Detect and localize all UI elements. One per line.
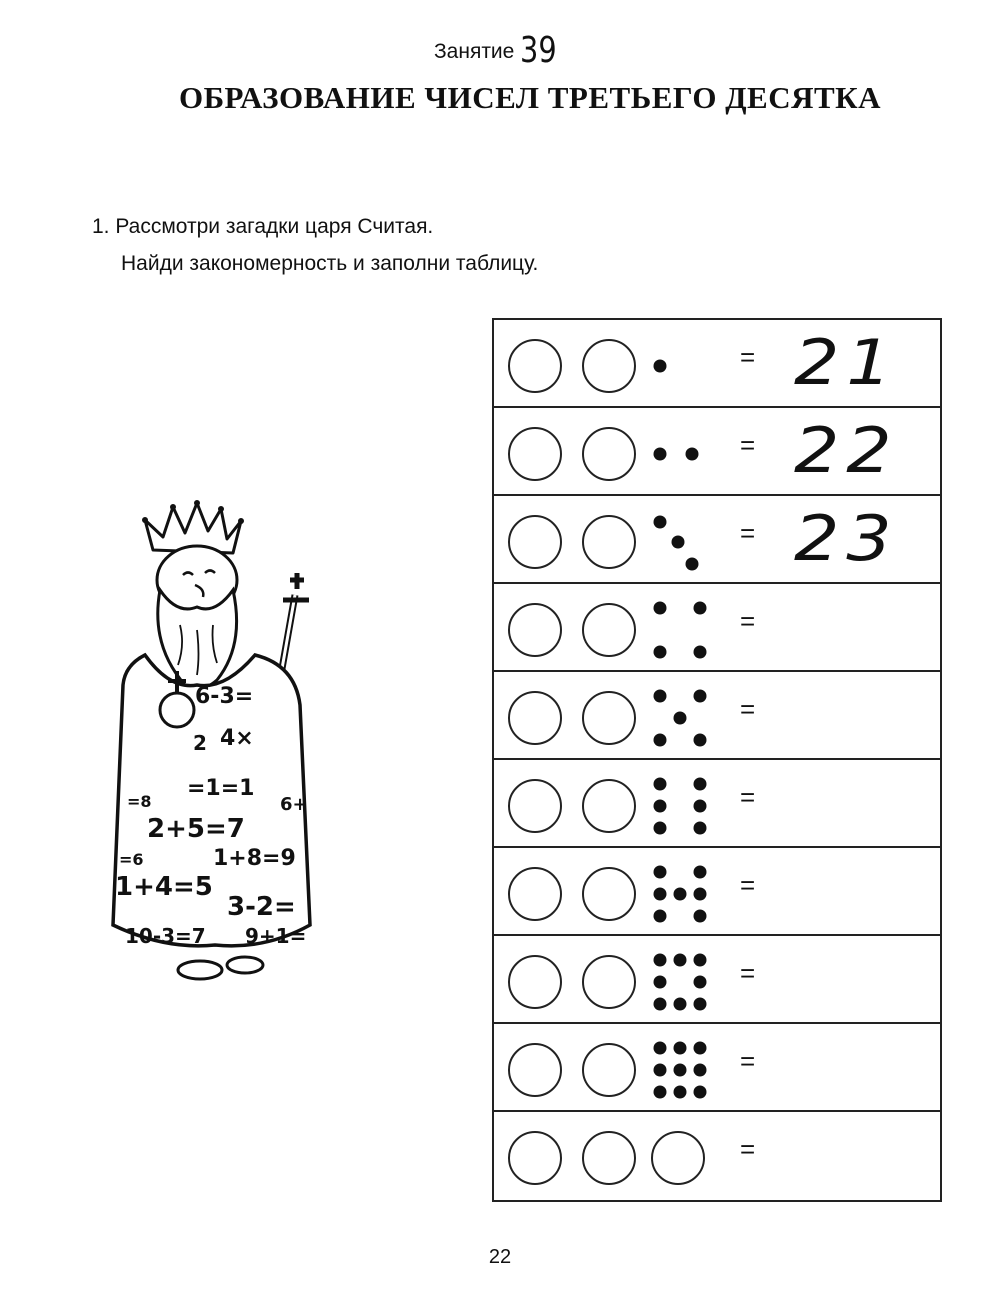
unit-dot bbox=[654, 976, 667, 989]
ten-circle bbox=[508, 867, 562, 921]
unit-dot bbox=[694, 1064, 707, 1077]
unit-dot bbox=[694, 976, 707, 989]
unit-dot bbox=[674, 1042, 687, 1055]
riddle-table bbox=[492, 318, 942, 1202]
table-row bbox=[494, 496, 940, 584]
unit-dot bbox=[654, 800, 667, 813]
robe-eq-13: 2 bbox=[193, 731, 207, 755]
equals-sign: = bbox=[740, 958, 756, 988]
task-line-2: Найди закономерность и заполни таблицу. bbox=[121, 252, 539, 275]
unit-dots bbox=[644, 862, 714, 924]
unit-dot bbox=[654, 888, 667, 901]
unit-dot bbox=[654, 360, 667, 373]
table-row bbox=[494, 320, 940, 408]
ten-circle bbox=[582, 779, 636, 833]
unit-dot bbox=[694, 1086, 707, 1099]
equals-sign: = bbox=[740, 1046, 756, 1076]
robe-eq-6: 1+4=5 bbox=[115, 872, 213, 902]
ten-circle bbox=[508, 515, 562, 569]
unit-dot bbox=[694, 910, 707, 923]
robe-eq-8: 10-3=7 bbox=[125, 924, 206, 948]
table-row bbox=[494, 760, 940, 848]
table-row bbox=[494, 672, 940, 760]
unit-dot bbox=[694, 888, 707, 901]
ten-circle bbox=[582, 1131, 636, 1185]
table-row bbox=[494, 584, 940, 672]
equals-sign: = bbox=[740, 782, 756, 812]
unit-dot bbox=[672, 536, 685, 549]
unit-dot bbox=[694, 822, 707, 835]
unit-dot bbox=[694, 602, 707, 615]
unit-dots bbox=[644, 774, 714, 836]
unit-dot bbox=[654, 954, 667, 967]
unit-dot bbox=[654, 1064, 667, 1077]
ten-circle bbox=[582, 691, 636, 745]
ten-circle bbox=[582, 603, 636, 657]
ten-circle bbox=[508, 339, 562, 393]
equals-sign: = bbox=[740, 694, 756, 724]
ten-circle bbox=[582, 955, 636, 1009]
robe-eq-7: 3-2= bbox=[227, 892, 296, 922]
robe-eq-1: 6-3= bbox=[195, 684, 254, 709]
ten-circle bbox=[508, 779, 562, 833]
robe-eq-3: =1=1 bbox=[187, 776, 255, 801]
ten-circle bbox=[508, 427, 562, 481]
table-row bbox=[494, 1024, 940, 1112]
unit-dot bbox=[686, 448, 699, 461]
unit-dot bbox=[686, 558, 699, 571]
robe-eq-9: 9+1= bbox=[245, 924, 307, 948]
unit-dots bbox=[644, 510, 714, 572]
page-title: ОБРАЗОВАНИЕ ЧИСЕЛ ТРЕТЬЕГО ДЕСЯТКА bbox=[178, 80, 882, 115]
unit-dot bbox=[694, 1042, 707, 1055]
answer-field[interactable]: 21 bbox=[794, 326, 899, 399]
equals-sign: = bbox=[740, 870, 756, 900]
unit-dot bbox=[654, 448, 667, 461]
unit-dot bbox=[694, 778, 707, 791]
table-row bbox=[494, 848, 940, 936]
unit-dots bbox=[644, 1038, 714, 1100]
lesson-label: Занятие bbox=[433, 40, 515, 63]
unit-dots bbox=[644, 422, 714, 484]
equals-sign: = bbox=[740, 342, 756, 372]
unit-dot bbox=[654, 910, 667, 923]
unit-dot bbox=[654, 822, 667, 835]
unit-dot bbox=[694, 690, 707, 703]
unit-dots bbox=[644, 598, 714, 660]
ten-circle bbox=[508, 955, 562, 1009]
table-row bbox=[494, 1112, 940, 1198]
ten-circle bbox=[508, 691, 562, 745]
unit-dot bbox=[654, 516, 667, 529]
ten-circle bbox=[508, 1131, 562, 1185]
unit-dot bbox=[654, 998, 667, 1011]
table-row bbox=[494, 936, 940, 1024]
equals-sign: = bbox=[740, 606, 756, 636]
unit-dot bbox=[654, 646, 667, 659]
robe-eq-4: 2+5=7 bbox=[147, 814, 245, 844]
lesson-heading bbox=[0, 30, 1000, 71]
robe-eq-2: 4× bbox=[220, 726, 254, 751]
table-row bbox=[494, 408, 940, 496]
ten-circle bbox=[508, 603, 562, 657]
ten-circle bbox=[582, 339, 636, 393]
equals-sign: = bbox=[740, 430, 756, 460]
robe-eq-5: 1+8=9 bbox=[213, 846, 296, 871]
robe-eq-11: =6 bbox=[119, 850, 144, 869]
unit-dot bbox=[654, 866, 667, 879]
robe-eq-12: 6+ bbox=[280, 794, 308, 815]
unit-dot bbox=[674, 888, 687, 901]
unit-dot bbox=[694, 646, 707, 659]
unit-dot bbox=[654, 734, 667, 747]
unit-dot bbox=[674, 712, 687, 725]
answer-field[interactable]: 22 bbox=[794, 414, 899, 487]
unit-dot bbox=[674, 1086, 687, 1099]
answer-field[interactable]: 23 bbox=[794, 502, 899, 575]
unit-dot bbox=[694, 800, 707, 813]
equals-sign: = bbox=[740, 1134, 756, 1164]
ten-circle bbox=[582, 515, 636, 569]
equals-sign: = bbox=[740, 518, 756, 548]
unit-dot bbox=[654, 1086, 667, 1099]
unit-dot bbox=[694, 866, 707, 879]
ten-circle bbox=[582, 1043, 636, 1097]
ten-circle bbox=[582, 867, 636, 921]
task-line-1: 1. Рассмотри загадки царя Считая. bbox=[92, 215, 434, 238]
unit-dot bbox=[694, 954, 707, 967]
unit-dots bbox=[644, 334, 714, 396]
unit-dots bbox=[644, 686, 714, 748]
unit-dot bbox=[654, 690, 667, 703]
ten-circle bbox=[582, 427, 636, 481]
unit-dot bbox=[694, 734, 707, 747]
unit-dot bbox=[694, 998, 707, 1011]
page-number: 22 bbox=[488, 1246, 512, 1268]
unit-dot bbox=[654, 1042, 667, 1055]
task-instructions bbox=[92, 208, 538, 282]
unit-dot bbox=[654, 778, 667, 791]
ten-circle bbox=[508, 1043, 562, 1097]
unit-dot bbox=[674, 998, 687, 1011]
robe-eq-10: =8 bbox=[127, 792, 152, 811]
lesson-number: 39 bbox=[520, 30, 557, 71]
unit-dots bbox=[644, 950, 714, 1012]
ten-circle bbox=[651, 1131, 705, 1185]
unit-dot bbox=[654, 602, 667, 615]
unit-dot bbox=[674, 954, 687, 967]
king-illustration bbox=[105, 495, 320, 1000]
unit-dot bbox=[674, 1064, 687, 1077]
